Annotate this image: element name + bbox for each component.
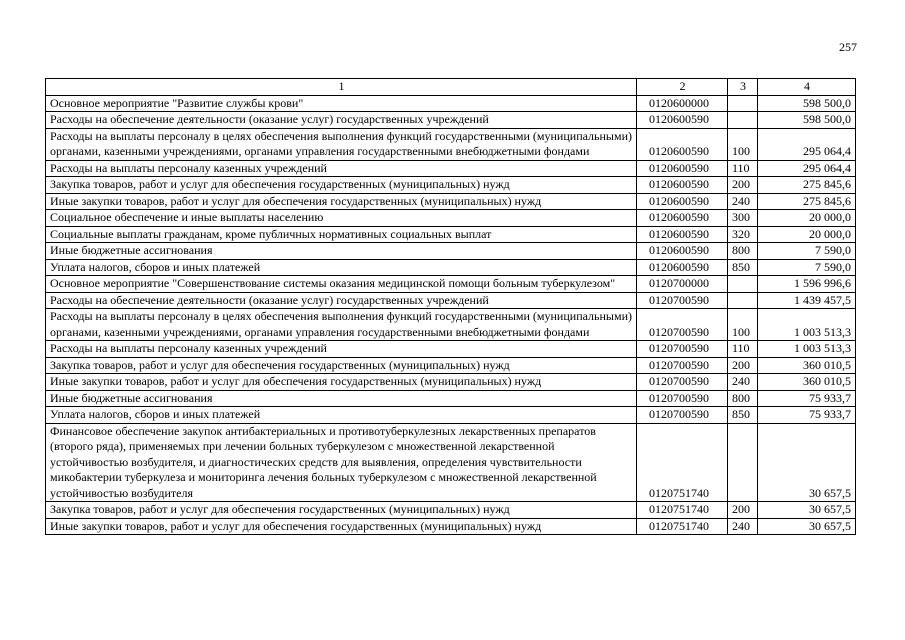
row-amount-cell: 20 000,0 — [758, 226, 856, 243]
row-name-cell: Иные бюджетные ассигнования — [46, 390, 637, 407]
table-row — [46, 518, 856, 535]
row-amount-cell: 295 064,4 — [758, 160, 856, 177]
table-row — [46, 357, 856, 374]
row-name-cell: Социальное обеспечение и иные выплаты населению — [46, 210, 637, 227]
table-row — [46, 177, 856, 194]
row-name-cell: Иные закупки товаров, работ и услуг для обеспечения государственных (муниципальных) нужд — [46, 374, 637, 391]
row-code-cell: 0120700590 — [637, 374, 728, 391]
row-amount-cell: 1 439 457,5 — [758, 292, 856, 309]
row-type-cell: 200 — [728, 357, 758, 374]
row-name-cell: Уплата налогов, сборов и иных платежей — [46, 259, 637, 276]
row-type-cell: 200 — [728, 502, 758, 519]
row-type-cell: 110 — [728, 160, 758, 177]
row-amount-cell: 360 010,5 — [758, 374, 856, 391]
row-amount-cell: 1 003 513,3 — [758, 341, 856, 358]
table-row — [46, 112, 856, 129]
row-code-cell: 0120600590 — [637, 259, 728, 276]
row-amount-cell: 7 590,0 — [758, 259, 856, 276]
row-name-cell: Расходы на обеспечение деятельности (оказание услуг) государственных учреждений — [46, 112, 637, 129]
row-type-cell — [728, 423, 758, 502]
row-code-cell: 0120700590 — [637, 292, 728, 309]
row-amount-cell: 75 933,7 — [758, 407, 856, 424]
table-row — [46, 374, 856, 391]
table-row — [46, 226, 856, 243]
table-row — [46, 210, 856, 227]
row-amount-cell: 275 845,6 — [758, 177, 856, 194]
row-name-cell: Основное мероприятие "Развитие службы крови" — [46, 95, 637, 112]
table-row — [46, 309, 856, 341]
table-row — [46, 292, 856, 309]
table-row — [46, 341, 856, 358]
row-name-cell: Расходы на выплаты персоналу в целях обеспечения выполнения функций государственными (муниципальными) органами, казенными учреждениями, органами управления государственными внебюджетными фондами — [46, 128, 637, 160]
table-row — [46, 502, 856, 519]
table-body — [46, 95, 856, 535]
row-type-cell: 200 — [728, 177, 758, 194]
row-amount-cell: 1 003 513,3 — [758, 309, 856, 341]
row-code-cell: 0120700590 — [637, 341, 728, 358]
row-code-cell: 0120700590 — [637, 357, 728, 374]
row-type-cell: 300 — [728, 210, 758, 227]
row-name-cell: Социальные выплаты гражданам, кроме публичных нормативных социальных выплат — [46, 226, 637, 243]
column-header-name: 1 — [46, 79, 637, 96]
row-code-cell: 0120751740 — [637, 502, 728, 519]
row-code-cell: 0120600590 — [637, 193, 728, 210]
table-row — [46, 193, 856, 210]
row-code-cell: 0120600590 — [637, 177, 728, 194]
row-type-cell: 850 — [728, 407, 758, 424]
row-type-cell: 320 — [728, 226, 758, 243]
table-row — [46, 390, 856, 407]
row-amount-cell: 75 933,7 — [758, 390, 856, 407]
row-type-cell: 240 — [728, 518, 758, 535]
table-header-row — [46, 79, 856, 96]
page-number: 257 — [839, 40, 857, 54]
row-type-cell: 800 — [728, 243, 758, 260]
table-row — [46, 243, 856, 260]
row-amount-cell: 598 500,0 — [758, 112, 856, 129]
row-name-cell: Закупка товаров, работ и услуг для обеспечения государственных (муниципальных) нужд — [46, 357, 637, 374]
row-amount-cell: 275 845,6 — [758, 193, 856, 210]
table-row — [46, 128, 856, 160]
row-type-cell: 240 — [728, 374, 758, 391]
row-code-cell: 0120700590 — [637, 407, 728, 424]
row-amount-cell: 295 064,4 — [758, 128, 856, 160]
row-code-cell: 0120600000 — [637, 95, 728, 112]
row-code-cell: 0120600590 — [637, 210, 728, 227]
row-code-cell: 0120600590 — [637, 160, 728, 177]
row-name-cell: Иные закупки товаров, работ и услуг для обеспечения государственных (муниципальных) нужд — [46, 518, 637, 535]
row-name-cell: Расходы на выплаты персоналу в целях обеспечения выполнения функций государственными (муниципальными) органами, казенными учреждениями, органами управления государственными внебюджетными фондами — [46, 309, 637, 341]
row-type-cell — [728, 276, 758, 293]
budget-table — [45, 78, 856, 535]
row-type-cell: 850 — [728, 259, 758, 276]
row-code-cell: 0120751740 — [637, 423, 728, 502]
row-code-cell: 0120700000 — [637, 276, 728, 293]
row-type-cell: 240 — [728, 193, 758, 210]
row-type-cell: 800 — [728, 390, 758, 407]
row-type-cell — [728, 292, 758, 309]
row-code-cell: 0120600590 — [637, 128, 728, 160]
row-code-cell: 0120600590 — [637, 226, 728, 243]
row-type-cell: 100 — [728, 309, 758, 341]
row-name-cell: Финансовое обеспечение закупок антибактериальных и противотуберкулезных лекарственных препаратов (второго ряда), применяемых при лечении больных туберкулезом с множественной лекарственной устойчивостью возбудителя, и диагностических средств для выявления, определения чувствительности микобактерии туберкулеза и мониторинга лечения больных туберкулезом с множественной лекарственной устойчивостью возбудителя — [46, 423, 637, 502]
row-name-cell: Уплата налогов, сборов и иных платежей — [46, 407, 637, 424]
row-code-cell: 0120751740 — [637, 518, 728, 535]
row-code-cell: 0120700590 — [637, 390, 728, 407]
column-header-amount: 4 — [758, 79, 856, 96]
row-name-cell: Иные бюджетные ассигнования — [46, 243, 637, 260]
table-row — [46, 95, 856, 112]
row-amount-cell: 360 010,5 — [758, 357, 856, 374]
row-type-cell — [728, 112, 758, 129]
table-row — [46, 160, 856, 177]
row-type-cell — [728, 95, 758, 112]
row-code-cell: 0120600590 — [637, 243, 728, 260]
row-name-cell: Закупка товаров, работ и услуг для обеспечения государственных (муниципальных) нужд — [46, 177, 637, 194]
row-amount-cell: 30 657,5 — [758, 423, 856, 502]
table-row — [46, 276, 856, 293]
row-name-cell: Основное мероприятие "Совершенствование системы оказания медицинской помощи больным туберкулезом" — [46, 276, 637, 293]
column-header-code: 2 — [637, 79, 728, 96]
row-code-cell: 0120700590 — [637, 309, 728, 341]
row-amount-cell: 1 596 996,6 — [758, 276, 856, 293]
row-amount-cell: 20 000,0 — [758, 210, 856, 227]
row-name-cell: Закупка товаров, работ и услуг для обеспечения государственных (муниципальных) нужд — [46, 502, 637, 519]
row-amount-cell: 7 590,0 — [758, 243, 856, 260]
table-row — [46, 259, 856, 276]
column-header-type: 3 — [728, 79, 758, 96]
row-name-cell: Расходы на обеспечение деятельности (оказание услуг) государственных учреждений — [46, 292, 637, 309]
row-amount-cell: 30 657,5 — [758, 518, 856, 535]
row-name-cell: Расходы на выплаты персоналу казенных учреждений — [46, 160, 637, 177]
row-type-cell: 110 — [728, 341, 758, 358]
row-type-cell: 100 — [728, 128, 758, 160]
row-amount-cell: 598 500,0 — [758, 95, 856, 112]
row-amount-cell: 30 657,5 — [758, 502, 856, 519]
row-name-cell: Иные закупки товаров, работ и услуг для обеспечения государственных (муниципальных) нужд — [46, 193, 637, 210]
row-name-cell: Расходы на выплаты персоналу казенных учреждений — [46, 341, 637, 358]
table-row — [46, 423, 856, 502]
row-code-cell: 0120600590 — [637, 112, 728, 129]
table-row — [46, 407, 856, 424]
